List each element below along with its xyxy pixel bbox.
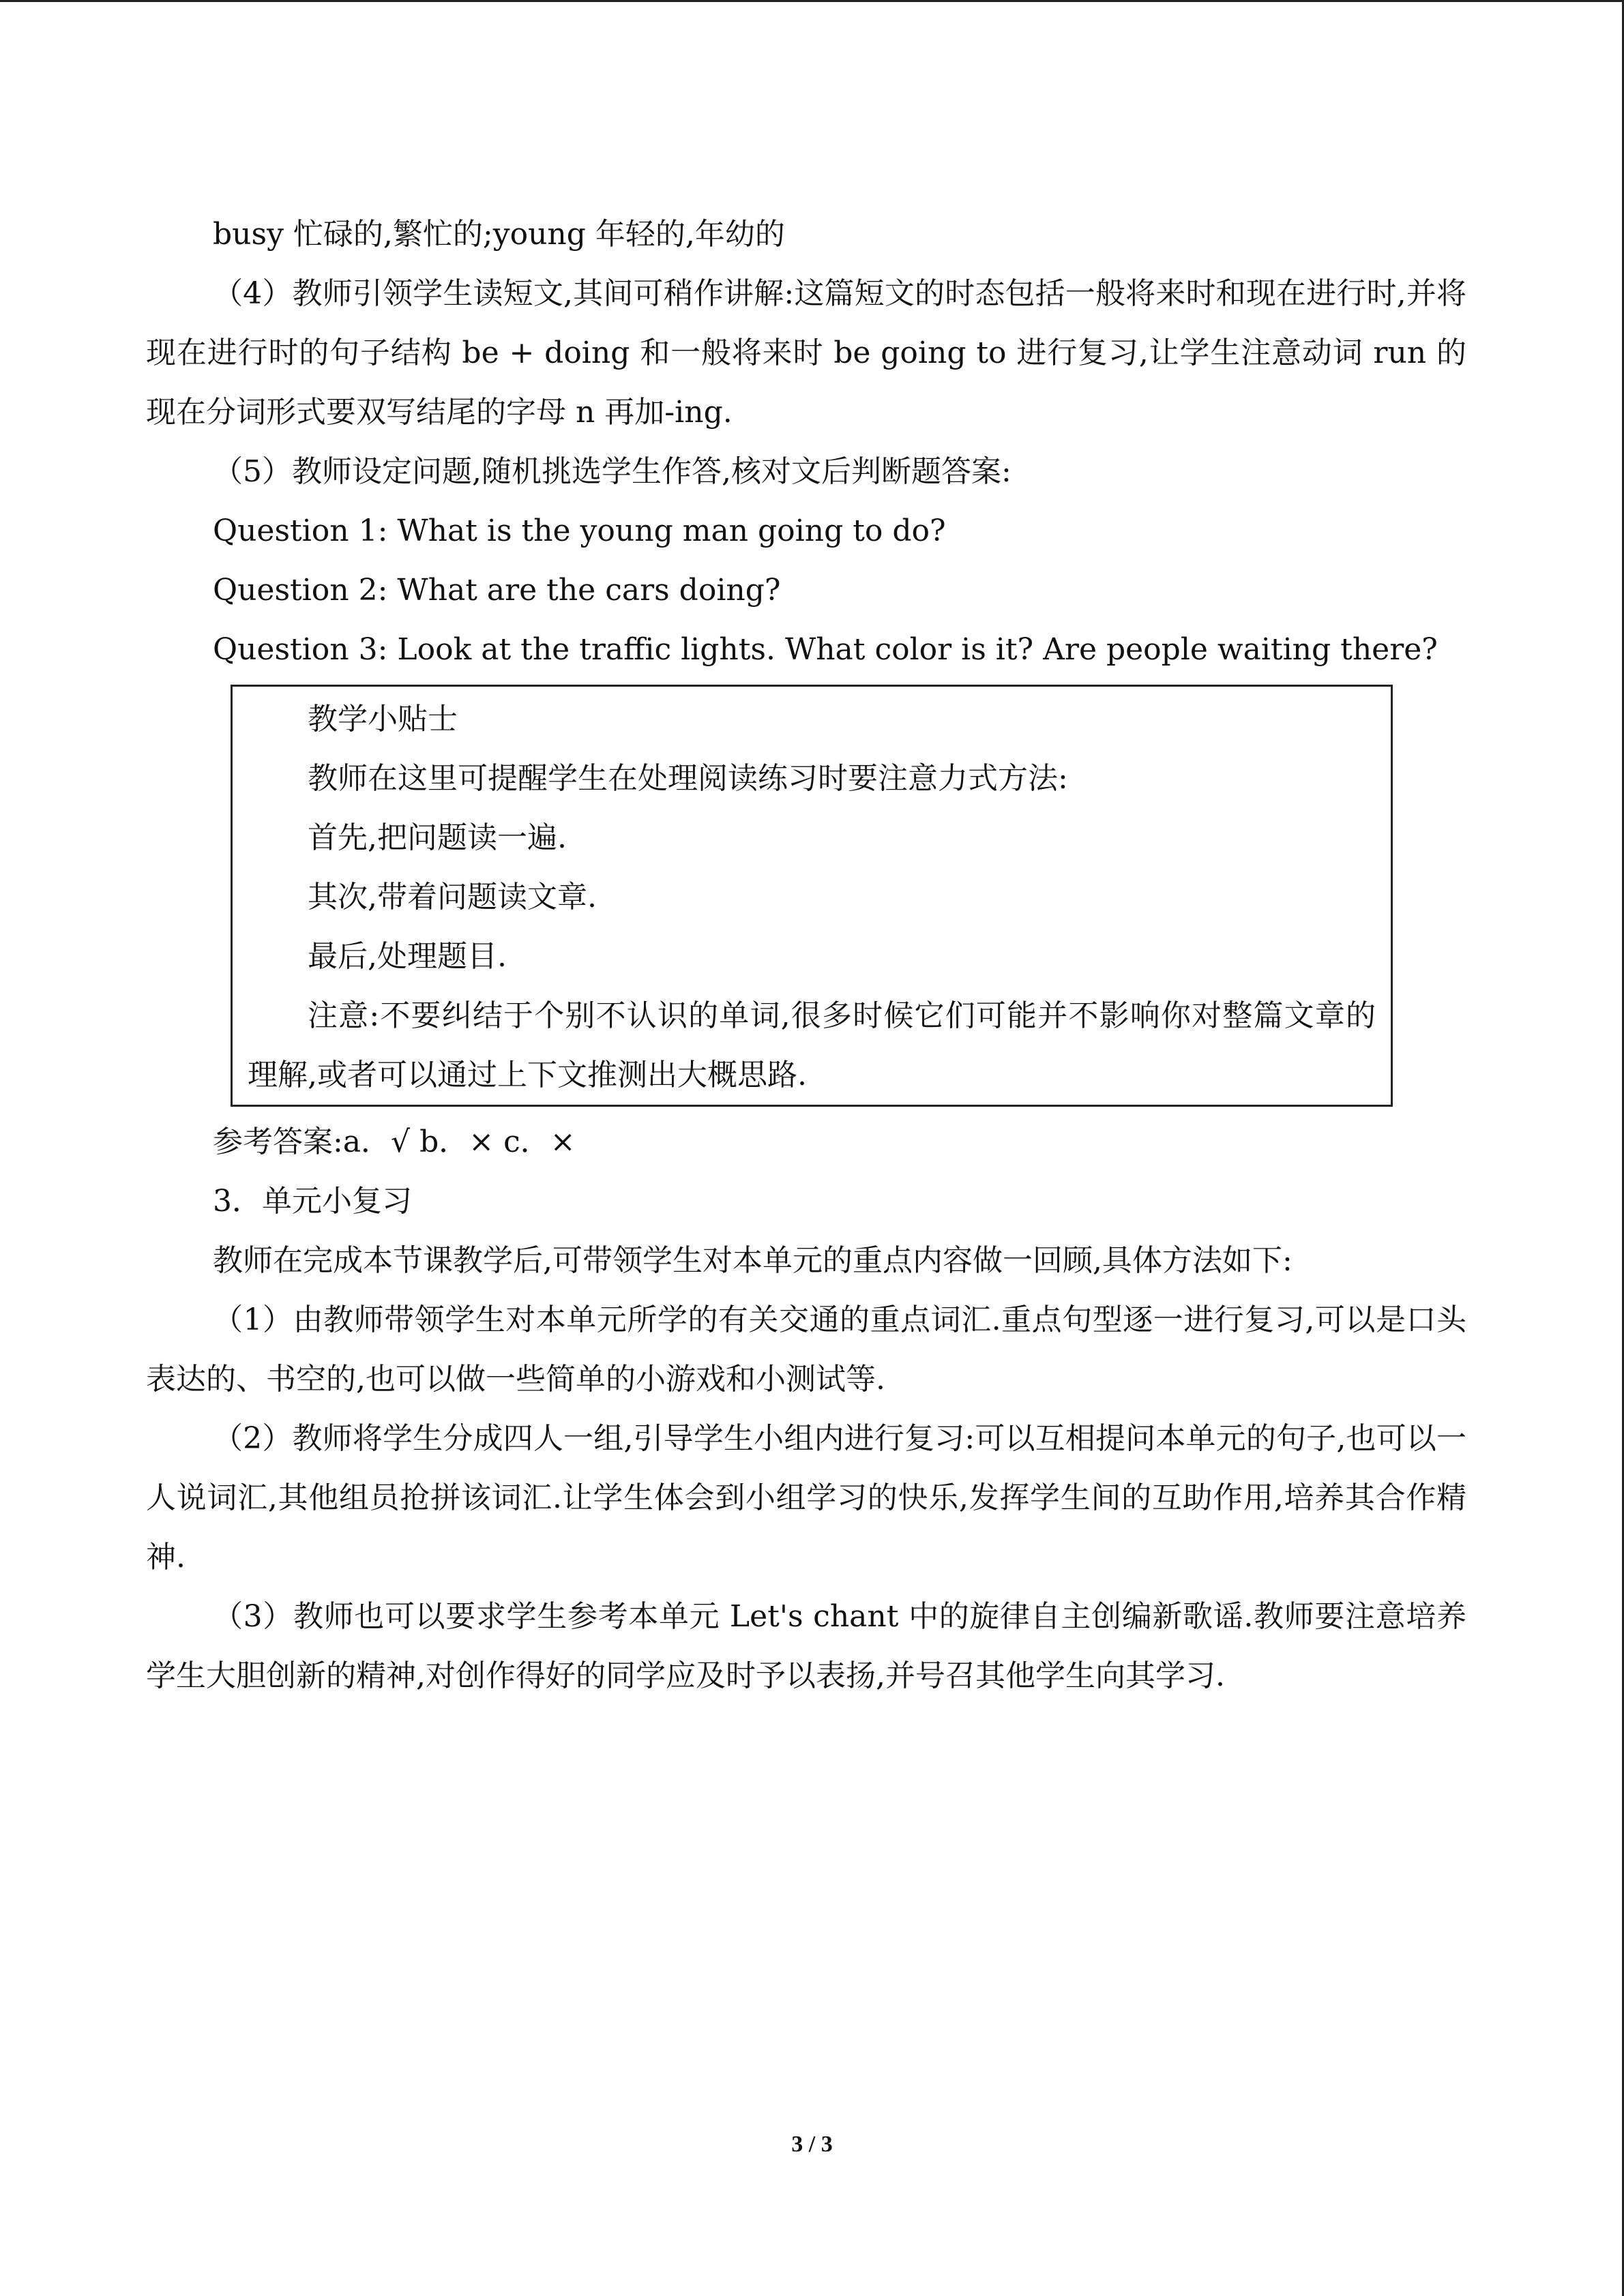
top-border-line <box>0 0 1624 2</box>
vocab-line: busy 忙碌的,繁忙的;young 年轻的,年幼的 <box>213 217 785 252</box>
document-body <box>146 205 1466 1705</box>
review-1-paragraph: （1）由教师带领学生对本单元所学的有关交通的重点词汇.重点句型逐一进行复习,可以是口头表达的、书空的,也可以做一些简单的小游戏和小测试等. <box>146 1302 1466 1397</box>
tips-title: 教学小贴士 <box>308 702 458 736</box>
reference-answers: 参考答案:a．√ b．× c．× <box>213 1124 576 1159</box>
teaching-tips-box <box>231 685 1393 1107</box>
tips-intro: 教师在这里可提醒学生在处理阅读练习时要注意力式方法: <box>308 761 1068 796</box>
tips-last: 最后,处理题目. <box>308 939 507 974</box>
question-1: Question 1: What is the young man going to do? <box>213 513 946 548</box>
tips-note: 注意:不要纠结于个别不认识的单词,很多时候它们可能并不影响你对整篇文章的理解,或者可以通过上下文推测出大概思路. <box>248 998 1376 1092</box>
tips-second: 其次,带着问题读文章. <box>308 880 597 914</box>
question-3: Question 3: Look at the traffic lights. What color is it? Are people waiting there? <box>213 632 1438 667</box>
step-5-paragraph: （5）教师设定问题,随机挑选学生作答,核对文后判断题答案: <box>213 454 1012 489</box>
tips-first: 首先,把问题读一遍. <box>308 820 567 855</box>
page-number: 3 / 3 <box>791 2132 833 2157</box>
step-4-paragraph: （4）教师引领学生读短文,其间可稍作讲解:这篇短文的时态包括一般将来时和现在进行时,并将现在进行时的句子结构 be + doing 和一般将来时 be going to 进行复习,让学生注意动词 run 的现在分词形式要双写结尾的字母 n 再加-ing. <box>146 276 1466 430</box>
section-3-heading: 3．单元小复习 <box>213 1184 412 1219</box>
question-2: Question 2: What are the cars doing? <box>213 573 781 608</box>
review-3-paragraph: （3）教师也可以要求学生参考本单元 Let's chant 中的旋律自主创编新歌谣.教师要注意培养学生大胆创新的精神,对创作得好的同学应及时予以表扬,并号召其他学生向其学习. <box>146 1599 1466 1693</box>
section-3-intro: 教师在完成本节课教学后,可带领学生对本单元的重点内容做一回顾,具体方法如下: <box>213 1243 1293 1278</box>
review-2-paragraph: （2）教师将学生分成四人一组,引导学生小组内进行复习:可以互相提问本单元的句子,也可以一人说词汇,其他组员抢拼该词汇.让学生体会到小组学习的快乐,发挥学生间的互助作用,培养其合作精神. <box>146 1421 1466 1575</box>
